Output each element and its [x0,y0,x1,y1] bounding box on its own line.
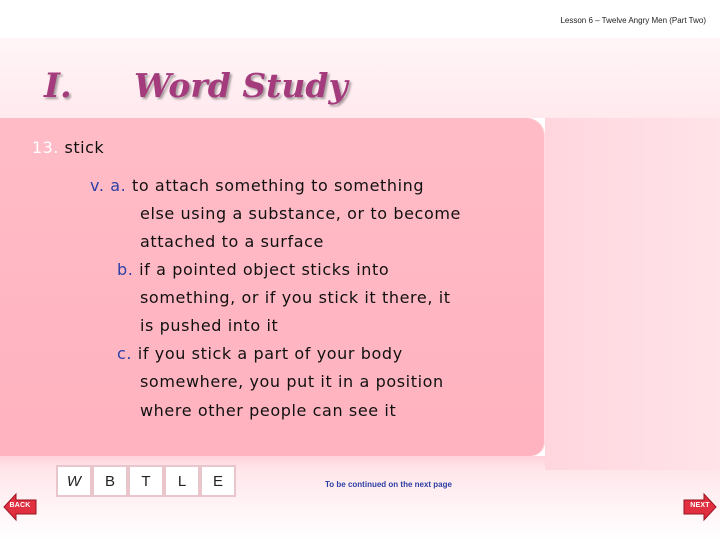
entry-number: 13. [32,138,59,157]
lesson-title: Lesson 6 – Twelve Angry Men (Part Two) [560,16,706,25]
section-title: Word Study [134,66,348,105]
toolbar-button-b[interactable]: B [92,465,128,497]
section-number: I. [44,66,72,106]
definition-a-line-3: attached to a surface [140,232,324,251]
side-background [545,118,720,470]
definition-text: if you stick a part of your body [137,344,403,363]
entry-word: stick [64,138,105,157]
toolbar-button-l[interactable]: L [164,465,200,497]
toolbar-button-w[interactable]: W [56,465,92,497]
definition-a-line-1 [90,176,424,195]
definition-c-line-3: where other people can see it [140,401,397,420]
definition-marker-c: c. [117,344,133,363]
toolbar-button-t[interactable]: T [128,465,164,497]
entry-heading [32,138,104,157]
definition-marker-a: a. [110,176,127,195]
definition-c-line-2: somewhere, you put it in a position [140,372,444,391]
part-of-speech: v. [90,176,105,195]
definition-b-line-1 [117,260,389,279]
definition-a-line-2: else using a substance, or to become [140,204,461,223]
next-label: NEXT [690,502,710,509]
definition-b-line-2: something, or if you stick it there, it [140,288,451,307]
definition-text: if a pointed object sticks into [139,260,390,279]
header-background [0,38,720,118]
next-button[interactable] [683,492,717,522]
toolbar-button-e[interactable]: E [200,465,236,497]
definition-c-line-1 [117,344,403,363]
continue-note: To be continued on the next page [325,480,452,489]
definition-b-line-3: is pushed into it [140,316,279,335]
definition-text: to attach something to something [131,176,425,195]
toolbar [56,465,236,497]
back-label: BACK [9,502,31,509]
definition-marker-b: b. [117,260,134,279]
back-button[interactable] [3,492,37,522]
